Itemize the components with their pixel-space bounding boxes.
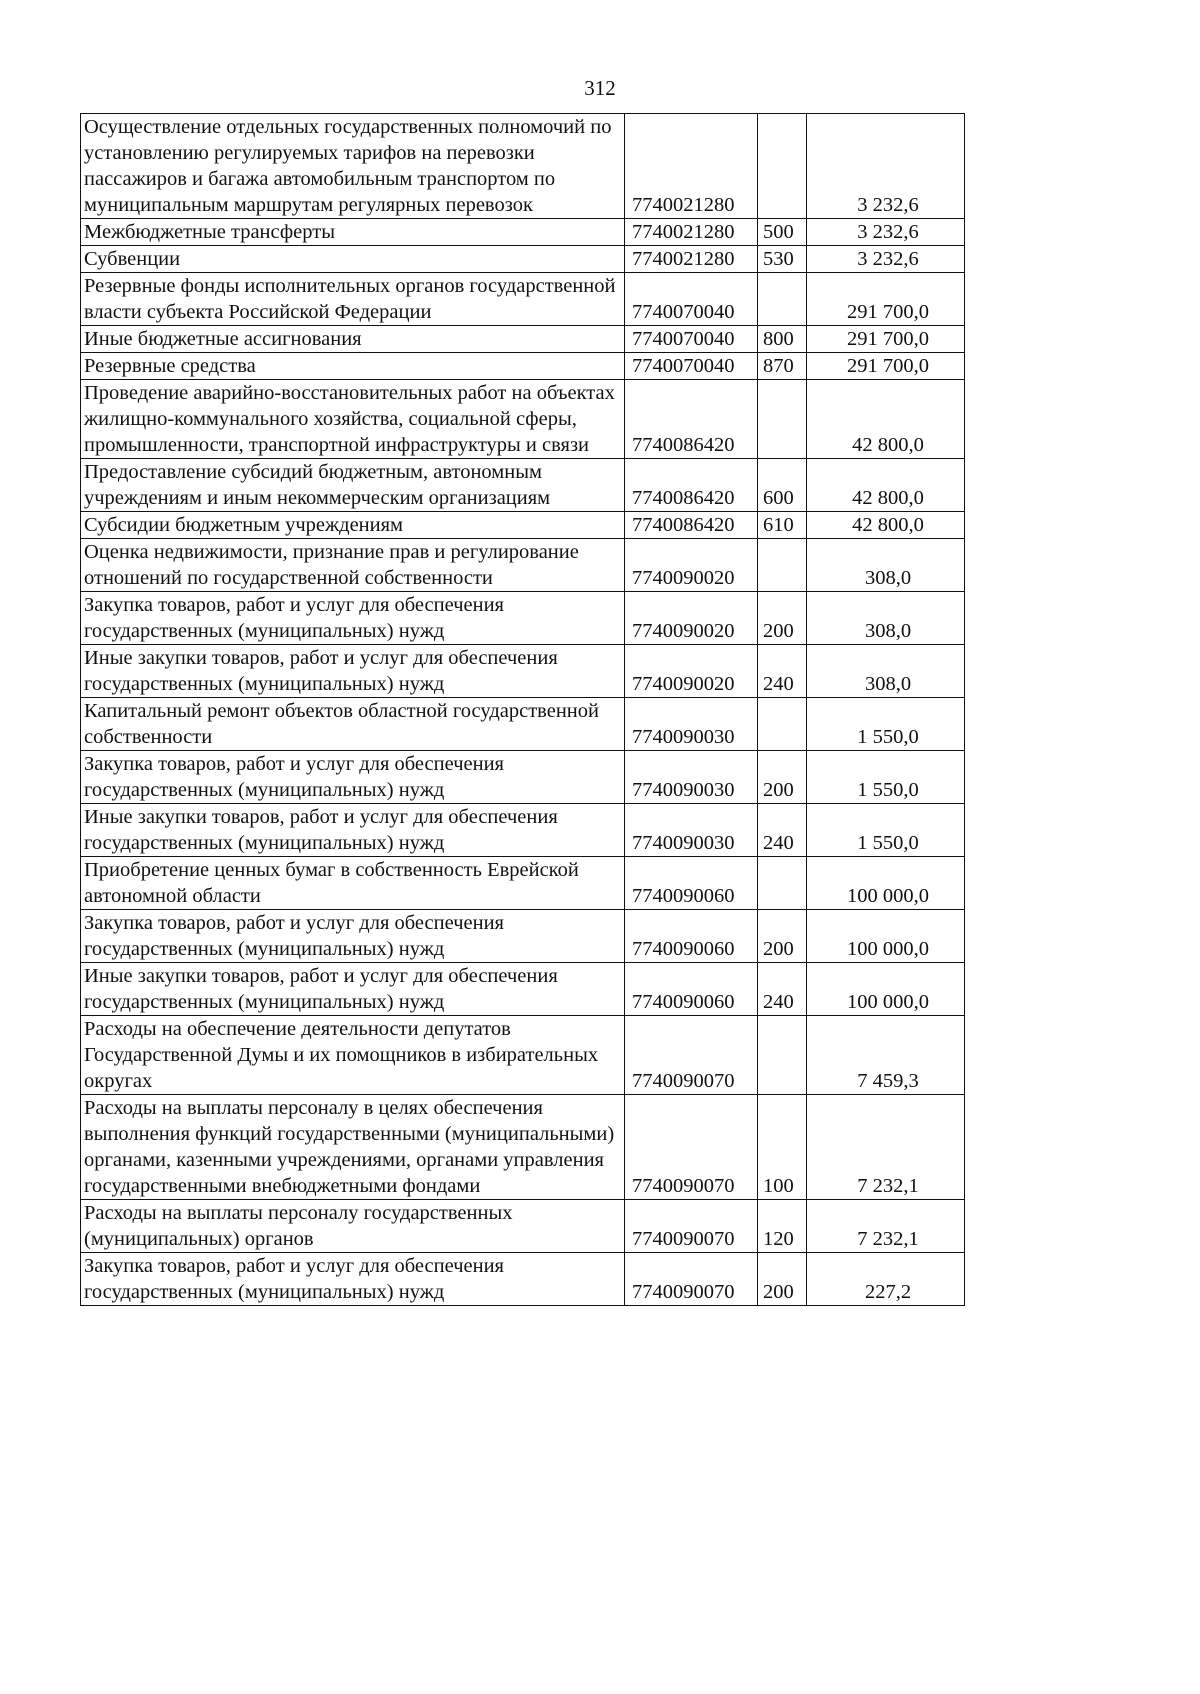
table-row — [81, 219, 965, 246]
amount: 7 232,1 — [807, 1095, 965, 1200]
table-row — [81, 512, 965, 539]
expense-type-code: 600 — [758, 459, 807, 512]
amount: 3 232,6 — [807, 246, 965, 273]
expense-type-code — [758, 114, 807, 219]
expense-description: Резервные средства — [81, 353, 625, 380]
expense-description: Приобретение ценных бумаг в собственность Еврейской автономной области — [81, 857, 625, 910]
target-article-code: 7740086420 — [625, 459, 758, 512]
expense-type-code: 870 — [758, 353, 807, 380]
expense-description: Расходы на выплаты персоналу государственных (муниципальных) органов — [81, 1200, 625, 1253]
table-row — [81, 380, 965, 459]
expense-description: Капитальный ремонт объектов областной государственной собственности — [81, 698, 625, 751]
amount: 308,0 — [807, 592, 965, 645]
table-row — [81, 645, 965, 698]
table-row — [81, 1200, 965, 1253]
amount: 308,0 — [807, 539, 965, 592]
budget-table — [80, 113, 965, 1306]
expense-description: Субвенции — [81, 246, 625, 273]
table-row — [81, 459, 965, 512]
expense-type-code — [758, 539, 807, 592]
expense-type-code: 240 — [758, 804, 807, 857]
target-article-code: 7740021280 — [625, 114, 758, 219]
target-article-code: 7740090020 — [625, 645, 758, 698]
expense-description: Осуществление отдельных государственных полномочий по установлению регулируемых тарифов на перевозки пассажиров и багажа автомобильным транспортом по муниципальным маршрутам регулярных перевозок — [81, 114, 625, 219]
amount: 291 700,0 — [807, 273, 965, 326]
amount: 1 550,0 — [807, 804, 965, 857]
target-article-code: 7740070040 — [625, 353, 758, 380]
amount: 1 550,0 — [807, 698, 965, 751]
target-article-code: 7740090020 — [625, 592, 758, 645]
expense-description: Субсидии бюджетным учреждениям — [81, 512, 625, 539]
expense-type-code: 530 — [758, 246, 807, 273]
expense-type-code: 200 — [758, 751, 807, 804]
amount: 3 232,6 — [807, 114, 965, 219]
expense-type-code — [758, 857, 807, 910]
amount: 291 700,0 — [807, 353, 965, 380]
table-row — [81, 857, 965, 910]
expense-description: Закупка товаров, работ и услуг для обеспечения государственных (муниципальных) нужд — [81, 751, 625, 804]
expense-type-code: 200 — [758, 1253, 807, 1306]
table-row — [81, 804, 965, 857]
target-article-code: 7740090070 — [625, 1016, 758, 1095]
target-article-code: 7740090060 — [625, 963, 758, 1016]
expense-description: Иные закупки товаров, работ и услуг для обеспечения государственных (муниципальных) нужд — [81, 963, 625, 1016]
target-article-code: 7740090060 — [625, 910, 758, 963]
expense-type-code: 800 — [758, 326, 807, 353]
amount: 42 800,0 — [807, 512, 965, 539]
expense-type-code: 200 — [758, 910, 807, 963]
table-row — [81, 592, 965, 645]
expense-type-code: 200 — [758, 592, 807, 645]
target-article-code: 7740070040 — [625, 326, 758, 353]
amount: 7 459,3 — [807, 1016, 965, 1095]
table-row — [81, 539, 965, 592]
target-article-code: 7740090030 — [625, 751, 758, 804]
expense-type-code: 240 — [758, 963, 807, 1016]
table-row — [81, 698, 965, 751]
table-row — [81, 273, 965, 326]
table-row — [81, 114, 965, 219]
expense-description: Предоставление субсидий бюджетным, автономным учреждениям и иным некоммерческим организациям — [81, 459, 625, 512]
table-row — [81, 1016, 965, 1095]
expense-description: Иные закупки товаров, работ и услуг для обеспечения государственных (муниципальных) нужд — [81, 804, 625, 857]
amount: 100 000,0 — [807, 910, 965, 963]
target-article-code: 7740090070 — [625, 1200, 758, 1253]
expense-type-code — [758, 1016, 807, 1095]
expense-type-code: 240 — [758, 645, 807, 698]
expense-description: Межбюджетные трансферты — [81, 219, 625, 246]
amount: 42 800,0 — [807, 380, 965, 459]
target-article-code: 7740021280 — [625, 219, 758, 246]
amount: 227,2 — [807, 1253, 965, 1306]
expense-description: Иные закупки товаров, работ и услуг для обеспечения государственных (муниципальных) нужд — [81, 645, 625, 698]
amount: 308,0 — [807, 645, 965, 698]
table-row — [81, 963, 965, 1016]
target-article-code: 7740090030 — [625, 804, 758, 857]
expense-description: Закупка товаров, работ и услуг для обеспечения государственных (муниципальных) нужд — [81, 592, 625, 645]
target-article-code: 7740090060 — [625, 857, 758, 910]
amount: 291 700,0 — [807, 326, 965, 353]
expense-type-code: 500 — [758, 219, 807, 246]
expense-description: Расходы на обеспечение деятельности депутатов Государственной Думы и их помощников в избирательных округах — [81, 1016, 625, 1095]
page-number: 312 — [584, 76, 616, 100]
table-row — [81, 353, 965, 380]
amount: 3 232,6 — [807, 219, 965, 246]
target-article-code: 7740070040 — [625, 273, 758, 326]
target-article-code: 7740086420 — [625, 380, 758, 459]
expense-description: Оценка недвижимости, признание прав и регулирование отношений по государственной собственности — [81, 539, 625, 592]
target-article-code: 7740021280 — [625, 246, 758, 273]
expense-description: Проведение аварийно-восстановительных работ на объектах жилищно-коммунального хозяйства, социальной сферы, промышленности, транспортной инфраструктуры и связи — [81, 380, 625, 459]
table-row — [81, 1095, 965, 1200]
amount: 1 550,0 — [807, 751, 965, 804]
amount: 100 000,0 — [807, 963, 965, 1016]
expense-description: Закупка товаров, работ и услуг для обеспечения государственных (муниципальных) нужд — [81, 910, 625, 963]
amount: 100 000,0 — [807, 857, 965, 910]
amount: 42 800,0 — [807, 459, 965, 512]
table-row — [81, 910, 965, 963]
expense-type-code — [758, 380, 807, 459]
target-article-code: 7740090030 — [625, 698, 758, 751]
table-row — [81, 246, 965, 273]
table-row — [81, 1253, 965, 1306]
expense-description: Расходы на выплаты персоналу в целях обеспечения выполнения функций государственными (муниципальными) органами, казенными учреждениями, органами управления государственными внебюджетными фондами — [81, 1095, 625, 1200]
budget-table-body — [81, 114, 965, 1306]
expense-type-code: 100 — [758, 1095, 807, 1200]
table-row — [81, 326, 965, 353]
target-article-code: 7740090070 — [625, 1095, 758, 1200]
expense-type-code: 120 — [758, 1200, 807, 1253]
expense-type-code — [758, 273, 807, 326]
amount: 7 232,1 — [807, 1200, 965, 1253]
target-article-code: 7740090020 — [625, 539, 758, 592]
table-row — [81, 751, 965, 804]
expense-description: Закупка товаров, работ и услуг для обеспечения государственных (муниципальных) нужд — [81, 1253, 625, 1306]
expense-description: Резервные фонды исполнительных органов государственной власти субъекта Российской Федерации — [81, 273, 625, 326]
expense-description: Иные бюджетные ассигнования — [81, 326, 625, 353]
target-article-code: 7740090070 — [625, 1253, 758, 1306]
target-article-code: 7740086420 — [625, 512, 758, 539]
expense-type-code — [758, 698, 807, 751]
expense-type-code: 610 — [758, 512, 807, 539]
